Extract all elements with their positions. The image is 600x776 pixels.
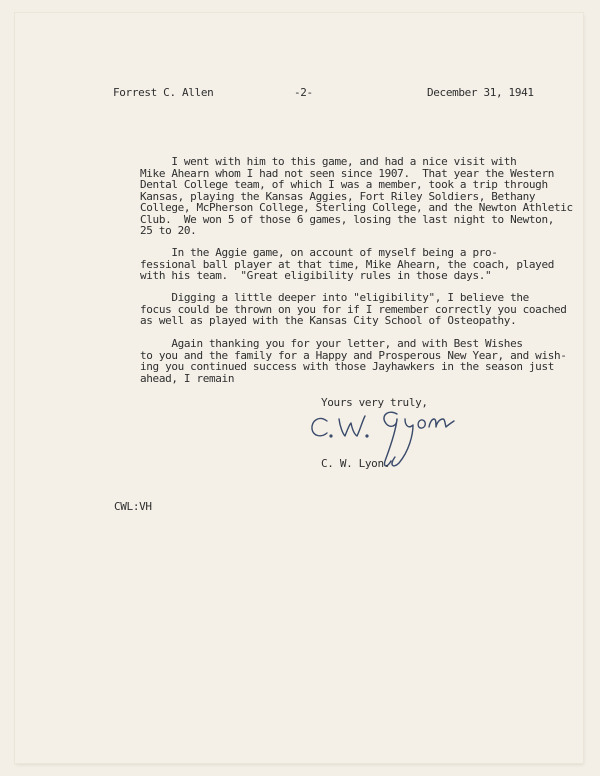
header-recipient: Forrest C. Allen (113, 86, 214, 99)
typed-signer-name: C. W. Lyon. (321, 457, 390, 470)
reference-initials: CWL:VH (114, 500, 152, 513)
paragraph-1 (140, 156, 573, 237)
paragraph-line: I went with him to this game, and had a nice visit with (140, 155, 517, 168)
paragraph-line: 25 to 20. (140, 224, 197, 237)
paragraph-line: In the Aggie game, on account of myself being a pro- (140, 246, 498, 259)
complimentary-close: Yours very truly, (321, 396, 428, 409)
paragraph-line: Again thanking you for your letter, and with Best Wishes (140, 337, 523, 350)
header-page-number: -2- (294, 86, 313, 99)
paragraph-line: ing you continued success with those Jayhawkers in the season just (140, 360, 554, 373)
paragraph-2 (140, 247, 554, 282)
paragraph-line: to you and the family for a Happy and Prosperous New Year, and wish- (140, 348, 567, 362)
paragraph-line: with his team. "Great eligibility rules in those days." (140, 269, 492, 282)
header-date: December 31, 1941 (427, 86, 534, 99)
paragraph-line: Digging a little deeper into "eligibility", I believe the (140, 291, 529, 304)
paragraph-4 (140, 338, 567, 384)
paragraph-line: fessional ball player at that time, Mike Ahearn, the coach, played (140, 257, 554, 271)
paragraph-line: ahead, I remain (140, 371, 235, 385)
paragraph-line: Mike Ahearn whom I had not seen since 1907. That year the Western (140, 166, 554, 180)
paragraph-line: College, McPherson College, Sterling College, and the Newton Athletic (140, 201, 573, 214)
paragraph-3 (140, 292, 567, 327)
handwritten-signature (305, 405, 465, 485)
paragraph-line: as well as played with the Kansas City School of Osteopathy. (140, 314, 517, 327)
paragraph-line: Club. We won 5 of those 6 games, losing the last night to Newton, (140, 212, 554, 226)
letter-page (15, 13, 583, 763)
paragraph-line: focus could be thrown on you for if I remember correctly you coached (140, 302, 567, 316)
paragraph-line: Dental College team, of which I was a member, took a trip through (140, 178, 548, 191)
paragraph-line: Kansas, playing the Kansas Aggies, Fort Riley Soldiers, Bethany (140, 189, 536, 203)
